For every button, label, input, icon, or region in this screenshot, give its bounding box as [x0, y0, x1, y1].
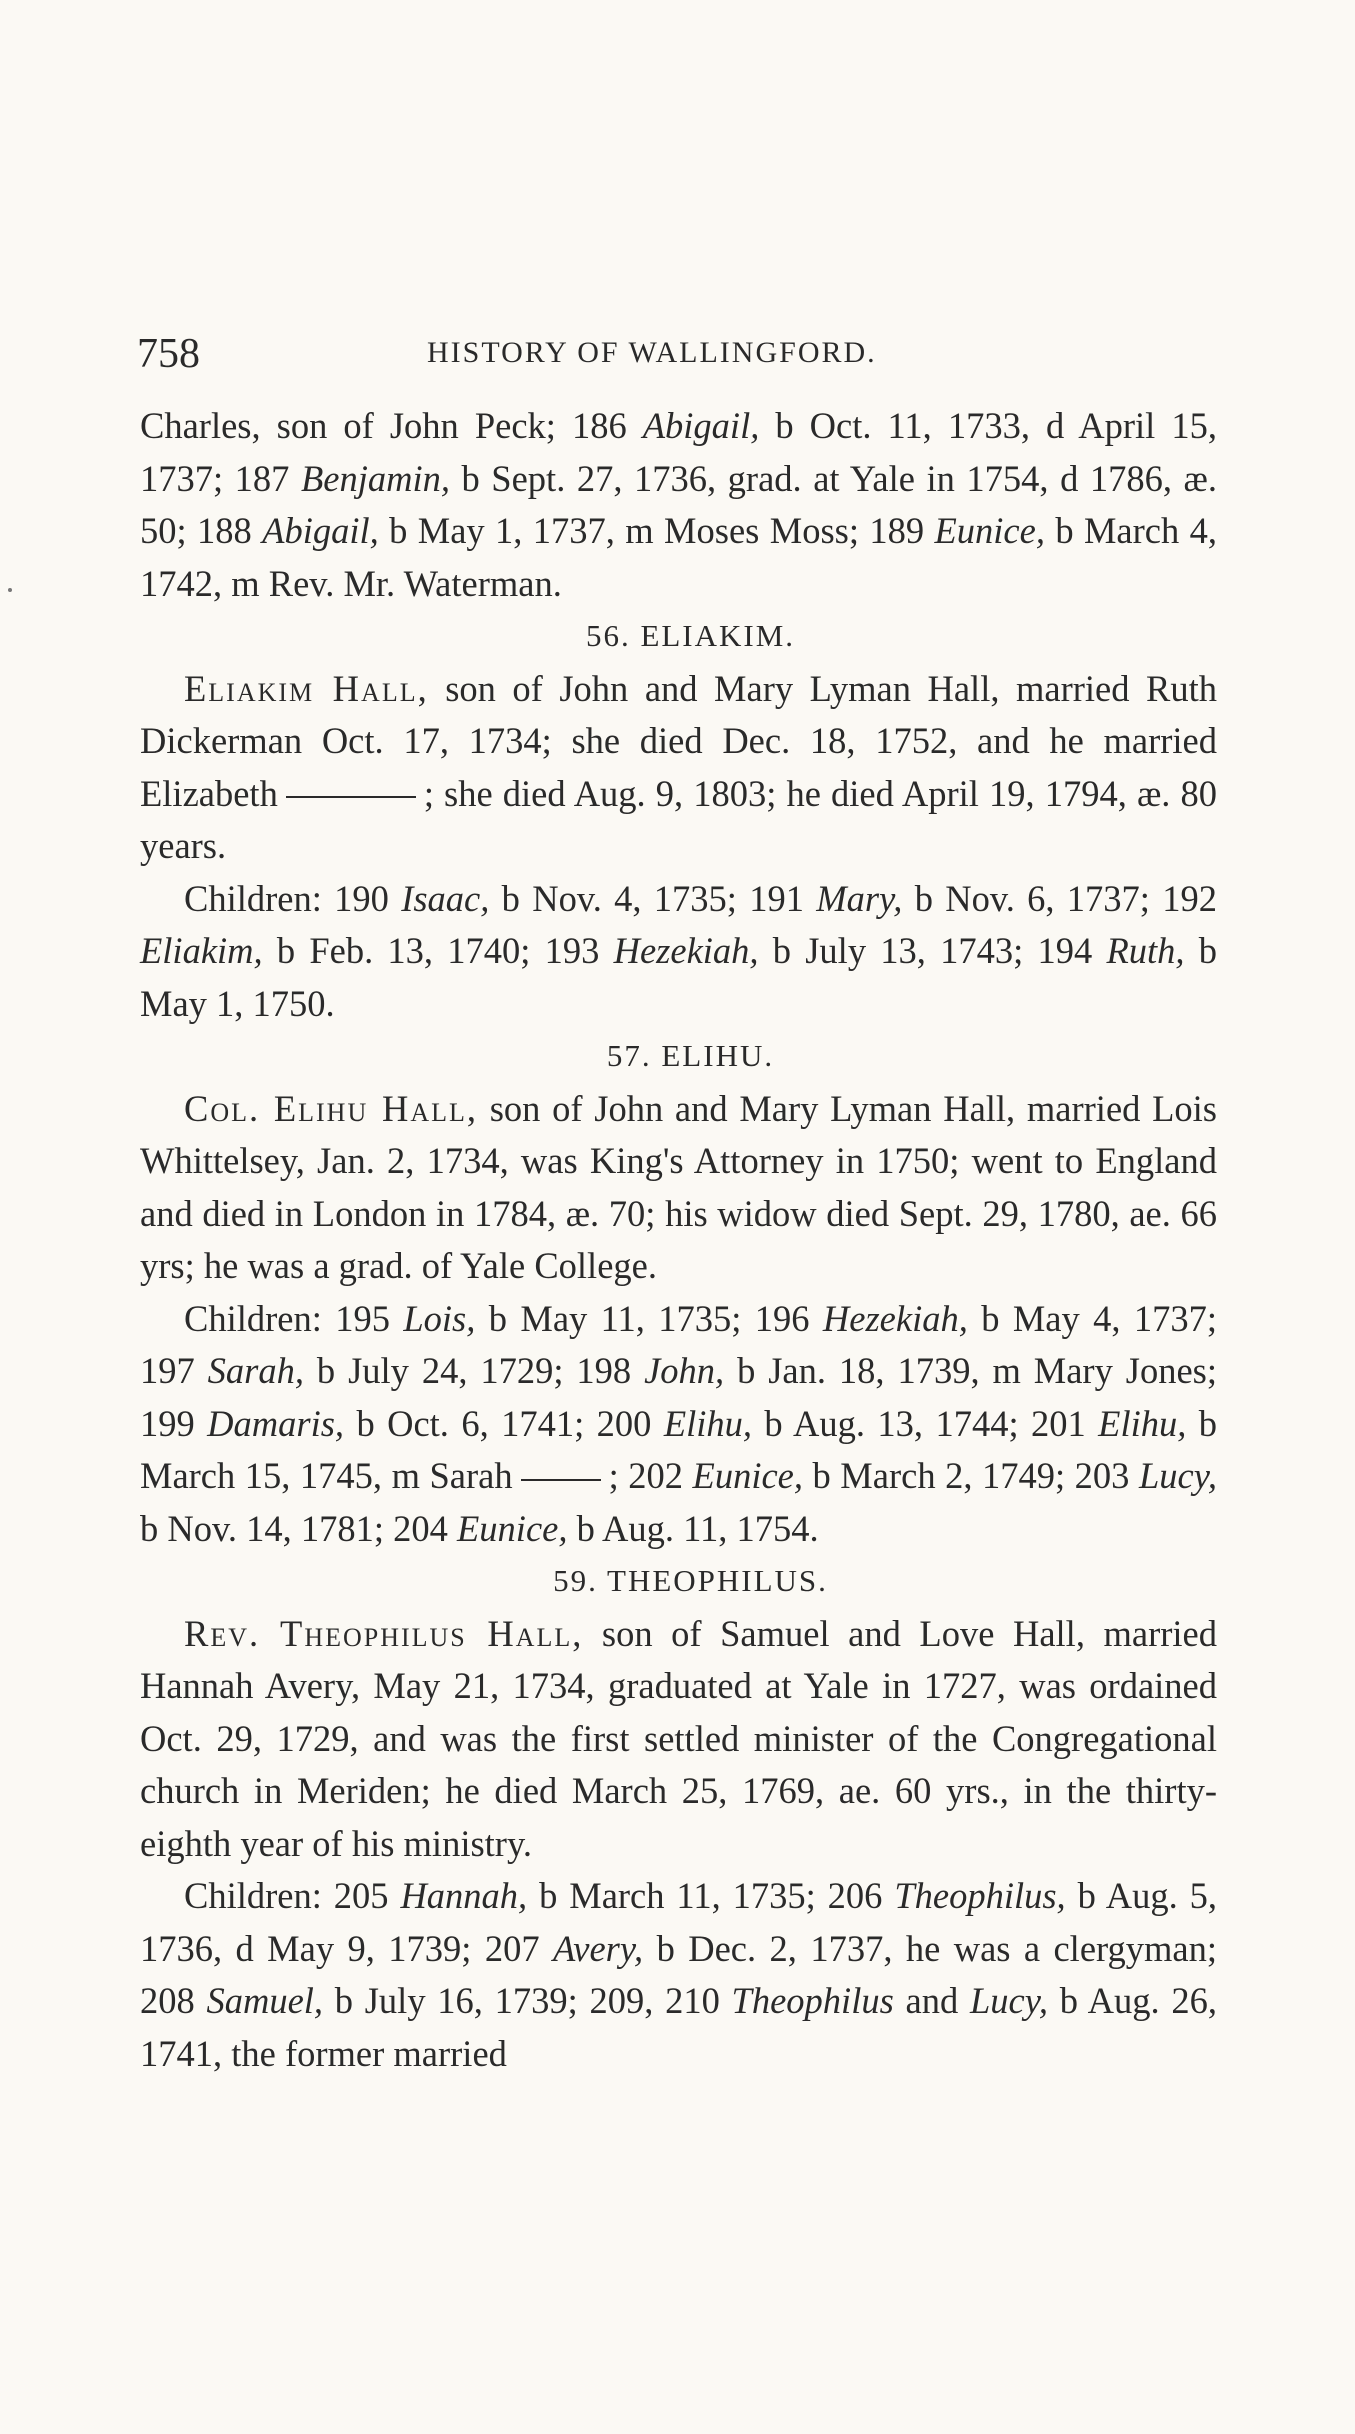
person-lead: Col. Elihu Hall, [184, 1087, 478, 1129]
child-name: Hannah, [400, 1875, 528, 1916]
child-name: Abigail, [642, 405, 760, 446]
section-heading-theophilus: 59. THEOPHILUS. [553, 1563, 828, 1598]
paragraph-theophilus: Rev. Theophilus Hall, son of Samuel and Love Hall, married Hannah Avery, May 21, 1734, graduated at Yale in 1727, was ordained Oct. 29, 1729, and was the first settled minister of the Congregational church in Meriden; he died March 25, 1769, ae. 60 yrs., in the thirty-eighth year of his ministry. [140, 1612, 1217, 1864]
child-name: Lois, [403, 1297, 476, 1339]
paragraph-eliakim: Eliakim Hall, son of John and Mary Lyman Hall, married Ruth Dickerman Oct. 17, 1734; she died Dec. 18, 1752, and he married Elizabeth ; she died Aug. 9, 1803; he died April 19, 1794, æ. 80 years. [140, 667, 1217, 866]
paragraph-elihu-children: Children: 195 Lois, b May 11, 1735; 196 Hezekiah, b May 4, 1737; 197 Sarah, b July 24, 1729; 198 John, b Jan. 18, 1739, m Mary Jones; 199 Damaris, b Oct. 6, 1741; 200 Elihu, b Aug. 13, 1744; 201 Elihu, b March 15, 1745, m Sarah ; 202 Eunice, b March 2, 1749; 203 Lucy, b Nov. 14, 1781; 204 Eunice, b Aug. 11, 1754. [140, 1297, 1218, 1549]
child-name: Hezekiah, [613, 930, 759, 971]
blank-dash [286, 796, 416, 798]
child-name: Mary, [816, 877, 903, 919]
child-name: Eunice, [692, 1455, 804, 1496]
page-header [137, 330, 1217, 380]
child-name: Theophilus [731, 1980, 894, 2021]
blank-dash [521, 1479, 601, 1481]
paragraph-peck-children: Charles, son of John Peck; 186 Abigail, b Oct. 11, 1733, d April 15, 1737; 187 Benjamin, b Sept. 27, 1736, grad. at Yale in 1754, d 1786, æ. 50; 188 Abigail, b May 1, 1737, m Moses Moss; 189 Eunice, b March 4, 1742, m Rev. Mr. Waterman. [140, 405, 1217, 604]
paragraph-theophilus-children: Children: 205 Hannah, b March 11, 1735; 206 Theophilus, b Aug. 5, 1736, d May 9, 1739; 207 Avery, b Dec. 2, 1737, he was a clergyman; 208 Samuel, b July 16, 1739; 209, 210 Theophilus and Lucy, b Aug. 26, 1741, the former married [140, 1875, 1218, 2074]
child-name: Eliakim, [140, 930, 263, 971]
child-name: Abigail, [262, 510, 379, 551]
section-heading-eliakim: 56. ELIAKIM. [585, 618, 796, 653]
paragraph-eliakim-children: Children: 190 Isaac, b Nov. 4, 1735; 191 Mary, b Nov. 6, 1737; 192 Eliakim, b Feb. 13, 1740; 193 Hezekiah, b July 13, 1743; 194 Ruth, b May 1, 1750. [140, 877, 1217, 1024]
child-name: Sarah, [207, 1350, 305, 1391]
child-name: Avery, [552, 1927, 644, 1969]
paragraph-elihu: Col. Elihu Hall, son of John and Mary Lyman Hall, married Lois Whittelsey, Jan. 2, 1734, was King's Attorney in 1750; went to England and died in London in 1784, æ. 70; his widow died Sept. 29, 1780, ae. 66 yrs; he was a grad. of Yale College. [140, 1087, 1217, 1286]
child-name: Hezekiah, [822, 1297, 968, 1339]
child-name: Ruth, [1106, 930, 1185, 971]
person-lead: Rev. Theophilus Hall, [184, 1612, 584, 1654]
margin-speck [8, 588, 12, 592]
child-name: Elihu, [1098, 1402, 1187, 1444]
child-name: Isaac, [401, 877, 490, 919]
section-heading-elihu: 57. ELIHU. [606, 1038, 775, 1073]
child-name: Elihu, [663, 1402, 753, 1444]
child-name: John, [644, 1350, 725, 1391]
person-lead: Eliakim Hall, [184, 667, 429, 709]
child-name: Samuel, [206, 1980, 324, 2021]
child-name: Lucy, [969, 1980, 1048, 2021]
child-name: Eunice, [934, 510, 1045, 551]
child-name: Damaris, [207, 1402, 345, 1444]
child-name: Theophilus, [894, 1875, 1066, 1916]
page-number: 758 [137, 331, 200, 377]
child-name: Eunice, [457, 1507, 568, 1549]
body-text [140, 400, 1217, 2080]
running-head: HISTORY OF WALLINGFORD. [427, 336, 877, 369]
child-name: Benjamin, [300, 457, 450, 499]
child-name: Lucy, [1138, 1455, 1217, 1496]
